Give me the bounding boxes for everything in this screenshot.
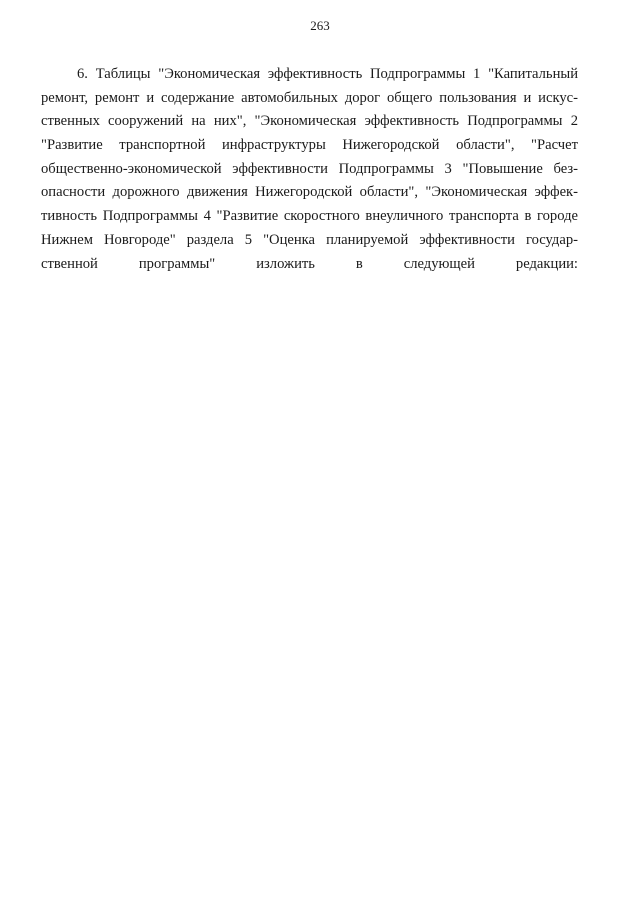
amendment-paragraph [41, 63, 578, 276]
paragraph-line: общественно-экономической эффективности Подпрограммы 3 "Повышение без- [41, 160, 578, 177]
page-number: 263 [310, 18, 330, 33]
paragraph-line: ственной программы" изложить в следующей редакции: [41, 255, 578, 272]
paragraph-line: ственных сооружений на них", "Экономическая эффективность Подпрограммы 2 [41, 113, 578, 130]
paragraph-line: тивность Подпрограммы 4 "Развитие скоростного внеуличного транспорта в городе [41, 208, 578, 225]
paragraph-line: опасности дорожного движения Нижегородской области", "Экономическая эффек- [41, 184, 578, 201]
paragraph-line: 6. Таблицы "Экономическая эффективность Подпрограммы 1 "Капитальный [77, 66, 578, 82]
paragraph-line: "Развитие транспортной инфраструктуры Нижегородской области", "Расчет [41, 137, 578, 154]
paragraph-line: Нижнем Новгороде" раздела 5 "Оценка планируемой эффективности государ- [41, 231, 578, 248]
paragraph-line: ремонт, ремонт и содержание автомобильных дорог общего пользования и искус- [41, 89, 578, 106]
